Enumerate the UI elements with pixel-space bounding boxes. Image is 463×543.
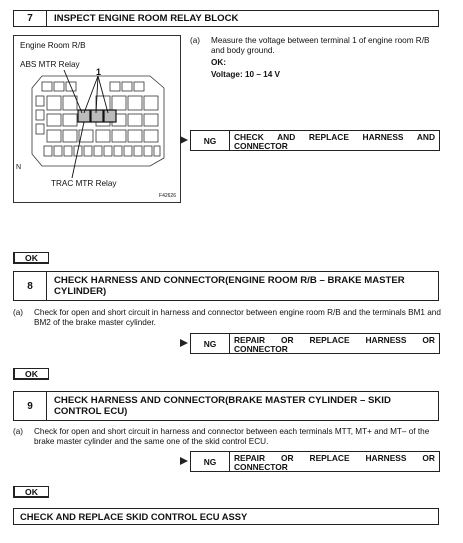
final-step-title: CHECK AND REPLACE SKID CONTROL ECU ASSY — [20, 511, 248, 522]
step-9-header — [13, 391, 439, 421]
step-title: CHECK HARNESS AND CONNECTOR(BRAKE MASTER CYLINDER – SKID CONTROL ECU) — [54, 395, 391, 417]
step-8-item-marker: (a) — [13, 308, 24, 317]
diagram-label-engine-room-rb: Engine Room R/B — [20, 41, 86, 50]
ng-action-line-2: CONNECTOR — [234, 462, 288, 472]
step-8-header — [13, 271, 439, 301]
ng-label: NG — [191, 131, 230, 150]
relay-block-drawing — [14, 36, 180, 202]
step-7-ok-label: OK: — [211, 58, 227, 67]
step-9-item-marker: (a) — [13, 427, 24, 436]
ng-action-line-2: CONNECTOR — [234, 344, 288, 354]
diagram-figure-code: F42626 — [159, 193, 176, 199]
step-9-ng-box — [190, 451, 440, 472]
ok-button-3: OK — [13, 486, 49, 498]
step-8-instruction: Check for open and short circuit in harness and connector between engine room R/B and the terminals BM1 and BM2 of the brake master cylinder. — [34, 308, 441, 327]
step-title: CHECK HARNESS AND CONNECTOR(ENGINE ROOM R/B – BRAKE MASTER CYLINDER) — [54, 275, 405, 297]
ng-action-line-1: REPAIR OR REPLACE HARNESS OR — [234, 453, 435, 463]
step-number: 7 — [14, 11, 47, 26]
diagram-label-abs-mtr-relay: ABS MTR Relay — [20, 60, 80, 69]
step-7-item-marker: (a) — [190, 36, 201, 45]
step-number: 9 — [14, 392, 47, 420]
ng-label: NG — [191, 334, 230, 353]
diagram-label-n: N — [16, 164, 22, 171]
ng-arrow-icon — [180, 136, 188, 144]
step-7-ng-box — [190, 130, 440, 151]
ok-button-2: OK — [13, 368, 49, 380]
diagram-label-terminal-1: 1 — [96, 67, 102, 77]
step-8-ng-box — [190, 333, 440, 354]
step-title: INSPECT ENGINE ROOM RELAY BLOCK — [54, 13, 239, 24]
ng-action-line-2: CONNECTOR — [234, 141, 288, 151]
ok-button-1: OK — [13, 252, 49, 264]
ng-arrow-icon — [180, 339, 188, 347]
step-7-instruction: Measure the voltage between terminal 1 of engine room R/B and body ground. — [211, 36, 430, 55]
step-7-header — [13, 10, 439, 27]
ng-arrow-icon — [180, 457, 188, 465]
step-number: 8 — [14, 272, 47, 300]
ng-label: NG — [191, 452, 230, 471]
diagram-label-trac-mtr-relay: TRAC MTR Relay — [51, 179, 117, 188]
step-7-ok-value: Voltage: 10 – 14 V — [211, 70, 281, 79]
engine-room-relay-block-diagram — [13, 35, 181, 203]
step-9-instruction: Check for open and short circuit in harness and connector between each terminals MTT, MT+ and MT– of the brake master cylinder and the same one of the skid control ECU. — [34, 427, 430, 446]
final-step-box — [13, 508, 439, 525]
ng-action-line-1: REPAIR OR REPLACE HARNESS OR — [234, 335, 435, 345]
ng-action-line-1: CHECK AND REPLACE HARNESS AND — [234, 132, 435, 142]
